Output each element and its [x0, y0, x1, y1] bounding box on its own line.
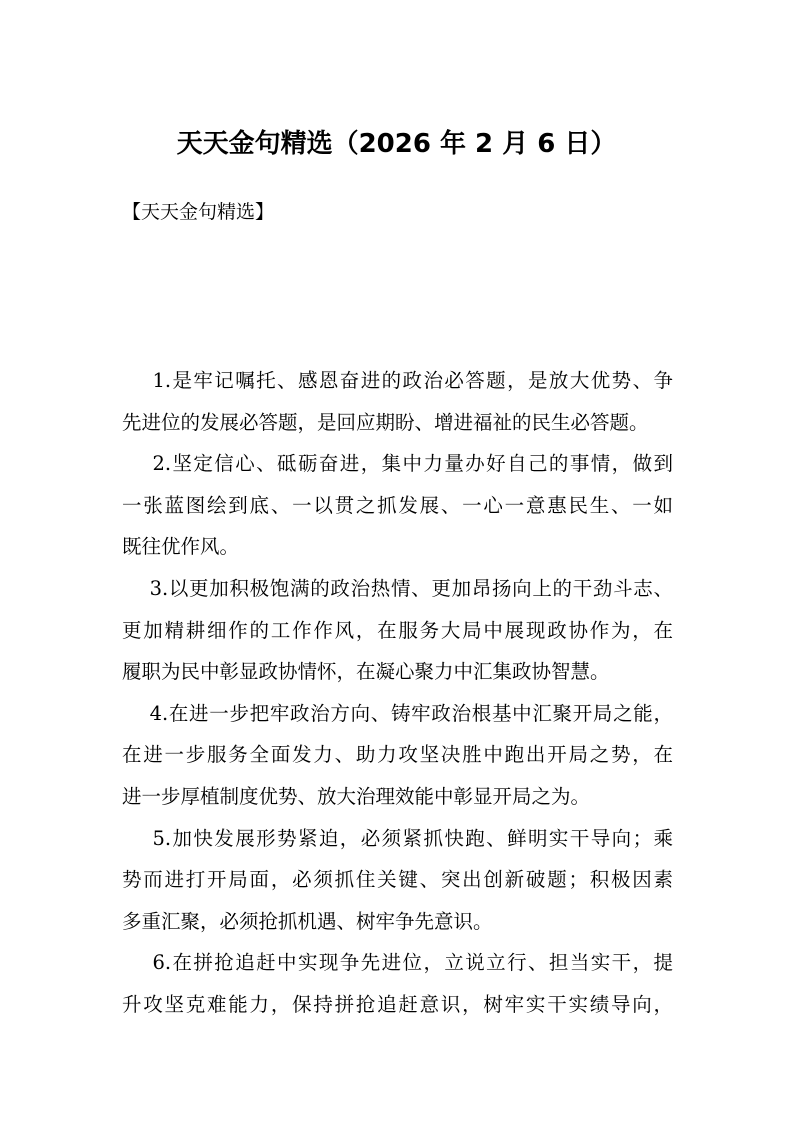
document-title: 天天金句精选（2026 年 2 月 6 日） [176, 129, 617, 159]
paragraph-line: 6.在拼抢追赶中实现争先进位，立说立行、担当实干，提 [122, 951, 673, 975]
paragraph-line: 1.是牢记嘱托、感恩奋进的政治必答题，是放大优势、争 [122, 369, 673, 392]
paragraph-1 [122, 360, 673, 443]
paragraph-4 [122, 693, 673, 818]
paragraph-line: 既往优作风。 [122, 535, 240, 559]
paragraph-line: 5.加快发展形势紧迫，必须紧抓快跑、鲜明实干导向；乘 [122, 826, 673, 850]
paragraph-line: 3.以更加积极饱满的政治热情、更加昂扬向上的干劲斗志、 [122, 576, 673, 600]
paragraph-6 [122, 942, 673, 1025]
paragraph-line: 一张蓝图绘到底、一以贯之抓发展、一心一意惠民生、一如 [122, 493, 673, 517]
paragraph-2 [122, 443, 673, 568]
paragraph-line: 履职为民中彰显政协情怀，在凝心聚力中汇集政协智慧。 [122, 660, 610, 684]
paragraph-line: 进一步厚植制度优势、放大治理效能中彰显开局之为。 [122, 784, 591, 808]
paragraph-line: 4.在进一步把牢政治方向、铸牢政治根基中汇聚开局之能， [122, 701, 673, 725]
paragraph-line: 2.坚定信心、砥砺奋进，集中力量办好自己的事情，做到 [122, 452, 673, 476]
document-body [122, 360, 673, 1026]
paragraph-line: 先进位的发展必答题，是回应期盼、增进福祉的民生必答题。 [122, 410, 649, 434]
paragraph-line: 更加精耕细作的工作作风，在服务大局中展现政协作为，在 [122, 618, 673, 642]
paragraph-line: 势而进打开局面，必须抓住关键、突出创新破题；积极因素 [122, 868, 673, 892]
paragraph-line: 在进一步服务全面发力、助力攻坚决胜中跑出开局之势，在 [122, 743, 673, 767]
paragraph-3 [122, 568, 673, 693]
paragraph-5 [122, 818, 673, 943]
paragraph-line: 多重汇聚，必须抢抓机遇、树牢争先意识。 [122, 909, 493, 933]
paragraph-line: 升攻坚克难能力，保持拼抢追赶意识，树牢实干实绩导向， [122, 992, 673, 1016]
document-subtitle: 【天天金句精选】 [122, 201, 275, 223]
